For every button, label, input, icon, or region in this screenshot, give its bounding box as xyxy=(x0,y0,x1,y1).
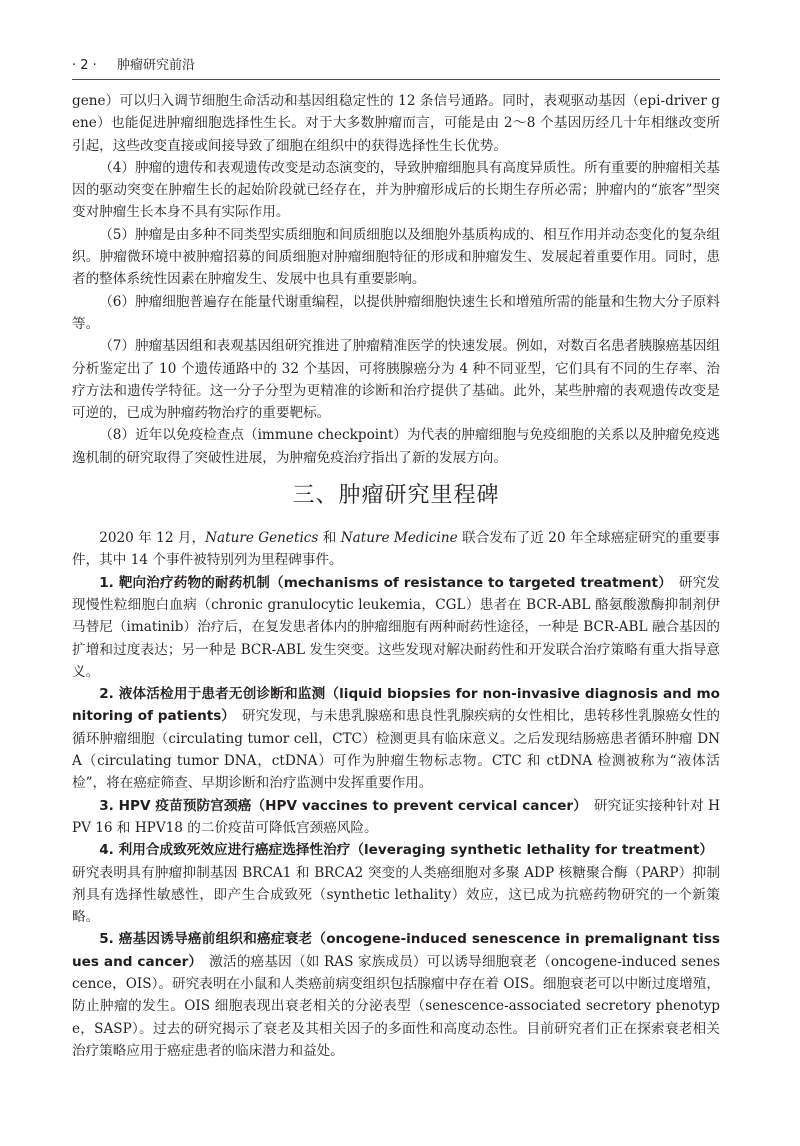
paragraph-point-4: （4）肿瘤的遗传和表观遗传改变是动态演变的，导致肿瘤细胞具有高度异质性。所有重要的肿瘤相关基因的驱动突变在肿瘤生长的起始阶段就已经存在，并为肿瘤形成后的长期生存所必需；肿瘤内的“旅客”型突变对肿瘤生长本身不具有实际作用。 xyxy=(72,159,720,221)
paragraph-point-7: （7）肿瘤基因组和表观基因组研究推进了肿瘤精准医学的快速发展。例如，对数百名患者胰腺癌基因组分析鉴定出了 10 个遗传通路中的 32 个基因，可将胰腺癌分为 4 种不同亚型，它们具有不同的生存率、治疗方法和遗传学特征。这一分子分型为更精准的诊断和治疗提供了基础。此外，某些肿瘤的表观遗传改变是可逆的，已成为肿瘤药物治疗的重要靶标。 xyxy=(72,338,720,422)
milestone-item-5 xyxy=(72,928,720,1062)
intro-part-c: 联合发布了近 20 年全球癌症研究的重要事件，其中 14 个事件被特别列为里程碑事件。 xyxy=(72,530,721,569)
milestone-text-2: 研究发现，与未患乳腺癌和患良性乳腺疾病的女性相比，患转移性乳腺癌女性的循环肿瘤细胞（circulating tumor cell，CTC）检测更具有临床意义。之后发现结肠癌患者循环肿瘤 DNA（circulating tumor DNA，ctDNA）可作为肿瘤生物标志物。CTC 和 ctDNA 检测被称为“液体活检”，将在癌症筛查、早期诊断和治疗监测中发挥重要作用。 xyxy=(72,708,720,792)
page-body xyxy=(72,90,720,1062)
journal-name-2: Nature Medicine xyxy=(340,530,458,547)
paragraph-point-5: （5）肿瘤是由多种不同类型实质细胞和间质细胞以及细胞外基质构成的、相互作用并动态变化的复杂组织。肿瘤微环境中被肿瘤招募的间质细胞对肿瘤细胞特征的形成和肿瘤发生、发展起着重要作用。同时，患者的整体系统性因素在肿瘤发生、发展中也具有重要影响。 xyxy=(72,226,720,288)
milestone-item-4 xyxy=(72,839,720,928)
section-intro xyxy=(72,527,720,572)
paragraph-point-8: （8）近年以免疫检查点（immune checkpoint）为代表的肿瘤细胞与免疫细胞的关系以及肿瘤免疫逃逸机制的研究取得了突破性进展，为肿瘤免疫治疗指出了新的发展方向。 xyxy=(72,427,720,466)
intro-part-b: 和 xyxy=(318,530,341,547)
milestone-text-3: 研究证实接种针对 HPV 16 和 HPV18 的二价疫苗可降低宫颈癌风险。 xyxy=(72,797,720,836)
page-number: · 2 · xyxy=(72,58,97,73)
milestone-text-5: 激活的癌基因（如 RAS 家族成员）可以诱导细胞衰老（oncogene-induced senescence，OIS）。研究表明在小鼠和人类癌前病变组织包括腺瘤中存在着 OIS。细胞衰老可以中断过度增殖，防止肿瘤的发生。OIS 细胞表现出衰老相关的分泌表型（senescence-associated secretory phenotype，SASP）。过去的研究揭示了衰老及其相关因子的多面性和高度动态性。目前研究者们正在探索衰老相关治疗策略应用于癌症患者的临床潜力和益处。 xyxy=(72,953,720,1059)
milestone-title-2: 2. 液体活检用于患者无创诊断和监测（liquid biopsies for non-invasive diagnosis and monitoring of patients） xyxy=(72,686,720,725)
paragraph-point-6: （6）肿瘤细胞普遍存在能量代谢重编程，以提供肿瘤细胞快速生长和增殖所需的能量和生物大分子原料等。 xyxy=(72,293,720,332)
milestone-text-4: 研究表明具有肿瘤抑制基因 BRCA1 和 BRCA2 突变的人类癌细胞对多聚 ADP 核糖聚合酶（PARP）抑制剂具有选择性敏感性，即产生合成致死（synthetic lethality）效应，这已成为抗癌药物研究的一个新策略。 xyxy=(72,842,720,926)
running-header xyxy=(72,57,720,80)
milestone-title-3: 3. HPV 疫苗预防宫颈癌（HPV vaccines to prevent cervical cancer） xyxy=(99,797,581,814)
section-heading: 三、肿瘤研究里程碑 xyxy=(292,483,500,509)
milestone-title-1: 1. 靶向治疗药物的耐药机制（mechanisms of resistance to targeted treatment） xyxy=(99,574,666,591)
paragraph-continued: gene）可以归入调节细胞生命活动和基因组稳定性的 12 条信号通路。同时，表观驱动基因（epi-driver gene）也能促进肿瘤细胞选择性生长。对于大多数肿瘤而言，可能是由 2～8 个基因历经几十年相继改变所引起，这些改变直接或间接导致了细胞在组织中的获得选择性生长优势。 xyxy=(72,93,720,154)
intro-part-a: 2020 年 12 月， xyxy=(99,530,206,547)
milestone-item-2 xyxy=(72,683,720,794)
milestone-title-5: 5. 癌基因诱导癌前组织和癌症衰老（oncogene-induced senescence in premalignant tissues and cancer） xyxy=(72,931,720,970)
journal-name-1: Nature Genetics xyxy=(205,530,319,547)
running-title: 肿瘤研究前沿 xyxy=(116,58,195,73)
milestone-text-1: 研究发现慢性粒细胞白血病（chronic granulocytic leukemia，CGL）患者在 BCR-ABL 酪氨酸激酶抑制剂伊马替尼（imatinib）治疗后，在复发患者体内的肿瘤细胞有两种耐药性途径，一种是 BCR-ABL 融合基因的扩增和过度表达；另一种是 BCR-ABL 发生突变。这些发现对解决耐药性和开发联合治疗策略有重大指导意义。 xyxy=(72,574,721,680)
milestone-item-1 xyxy=(72,572,720,683)
milestone-title-4: 4. 利用合成致死效应进行癌症选择性治疗（leveraging synthetic lethality for treatment） xyxy=(99,842,707,859)
milestone-item-3 xyxy=(72,795,720,840)
